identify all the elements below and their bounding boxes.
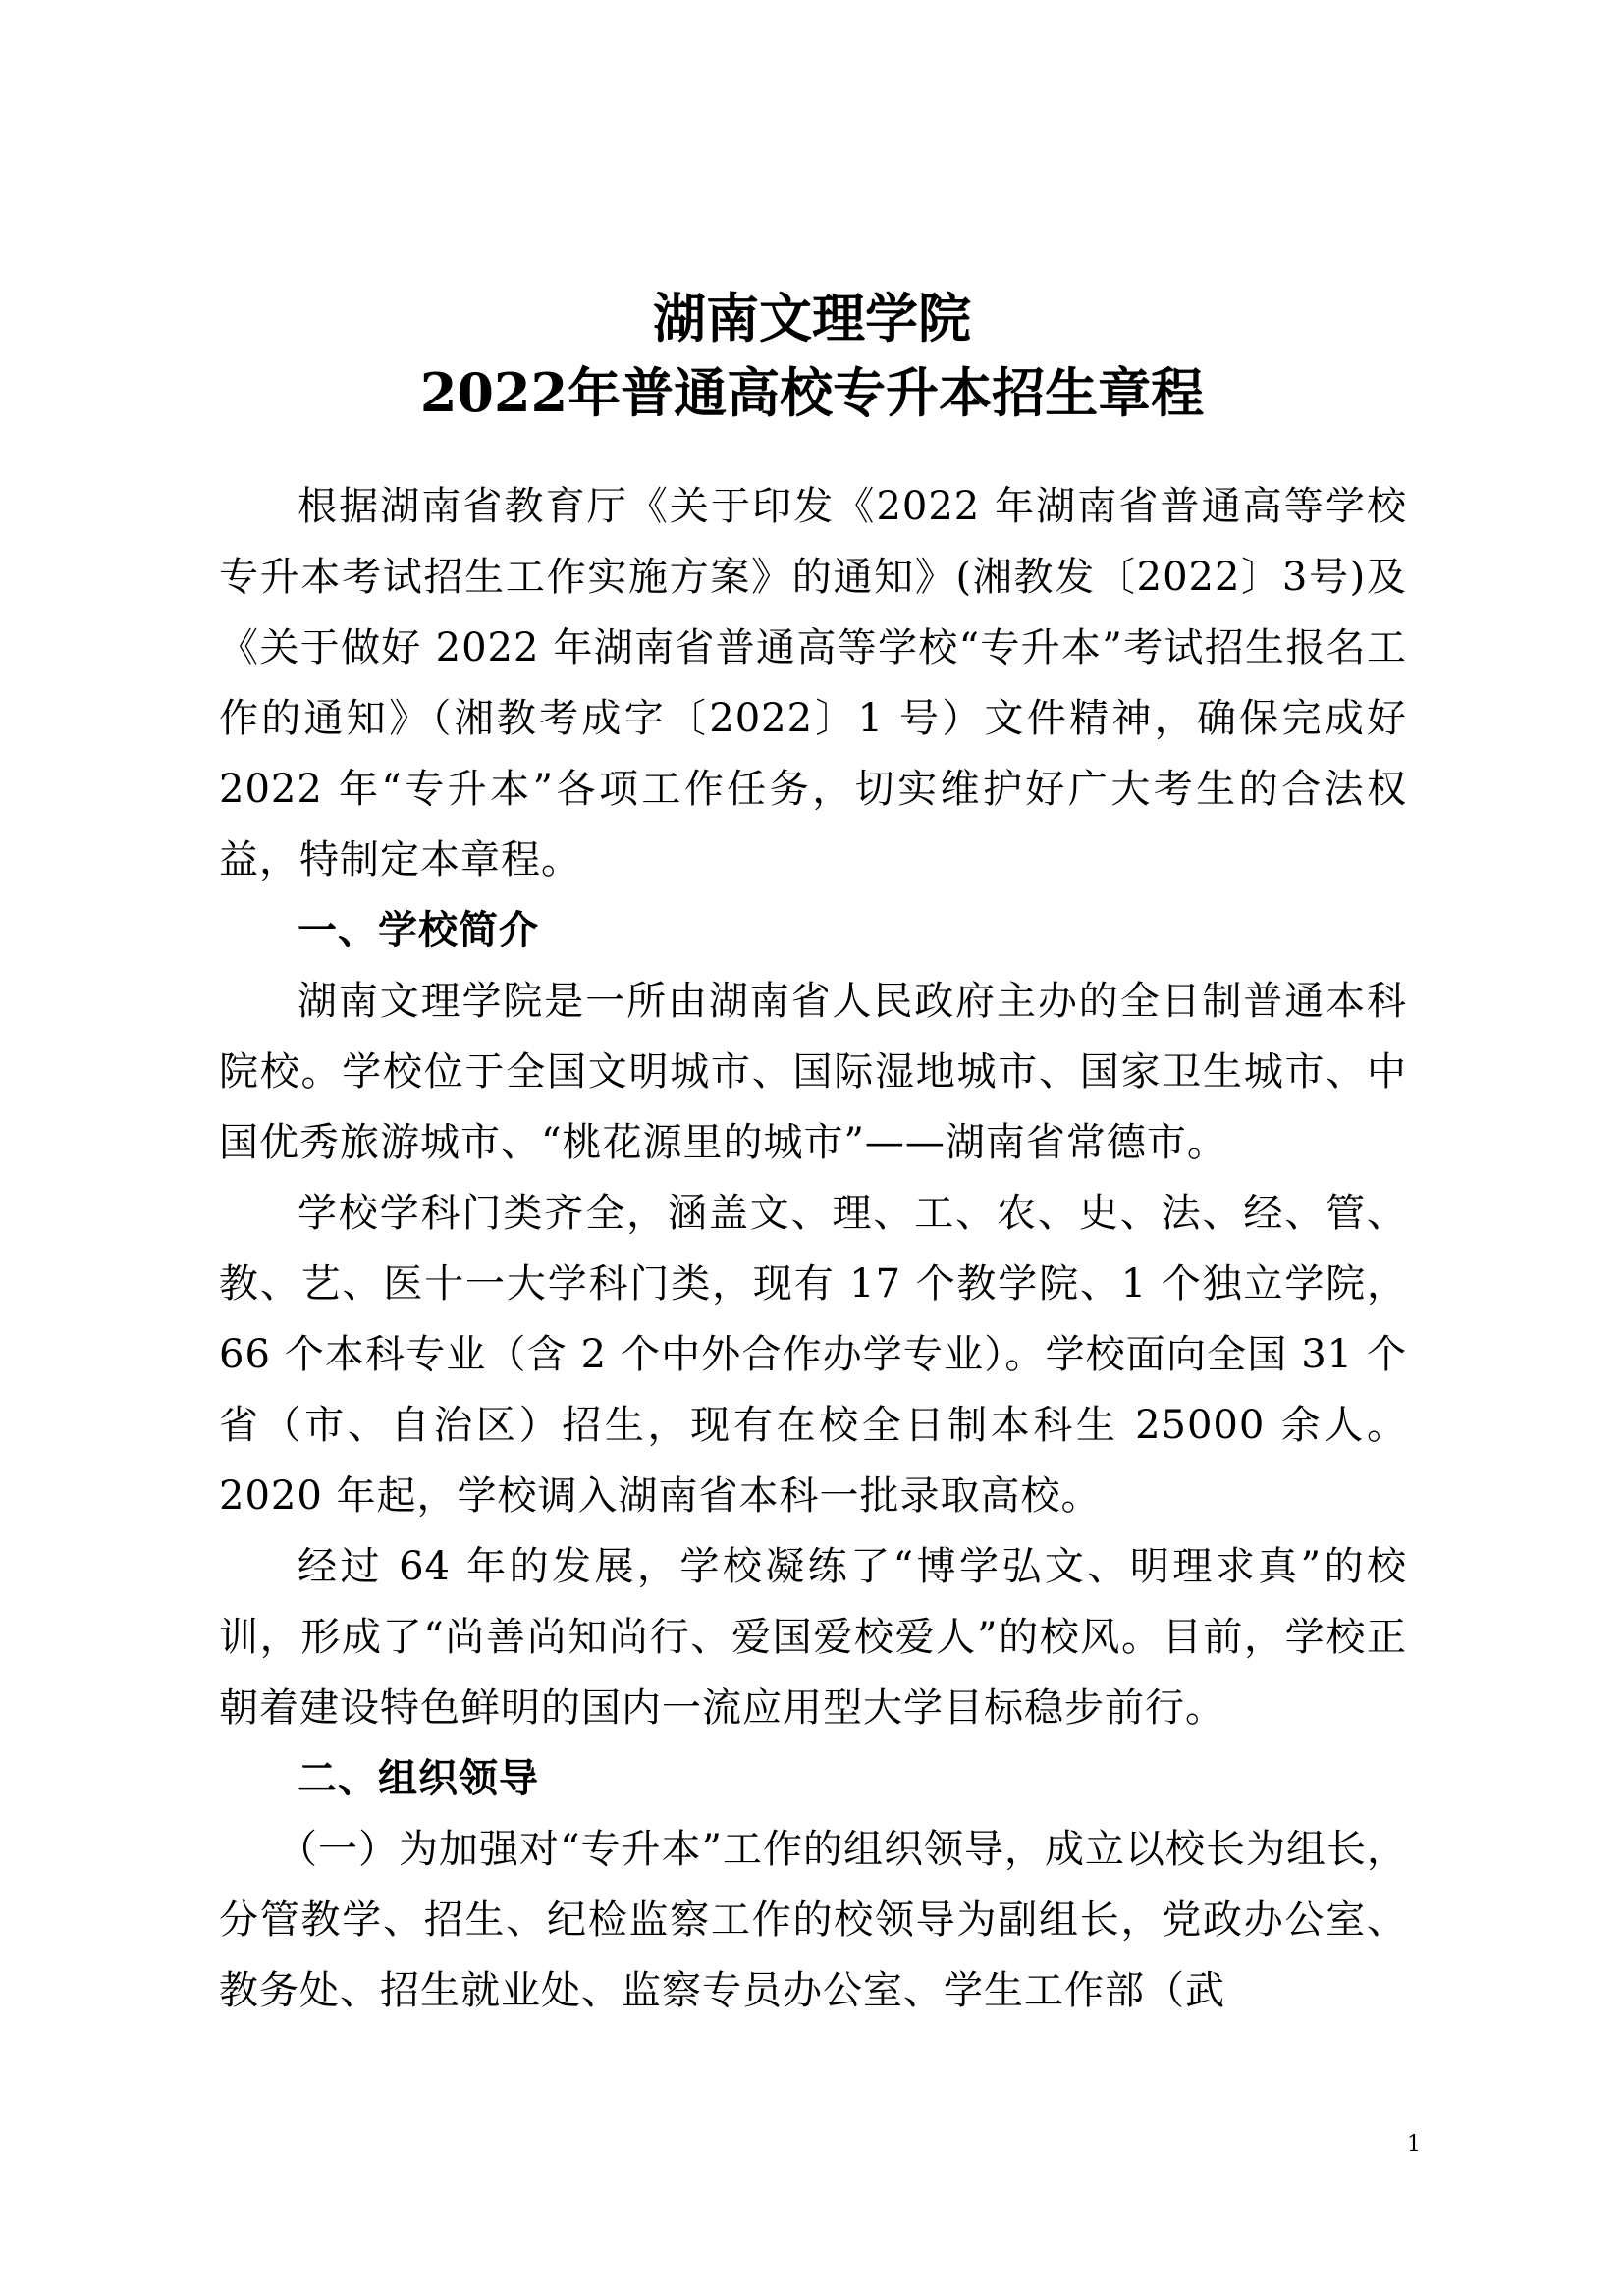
document-body (219, 471, 1407, 2026)
intro-paragraph: 根据湖南省教育厅《关于印发《2022 年湖南省普通高等学校专升本考试招生工作实施方案》的通知》(湘教发〔2022〕3号)及《关于做好 2022 年湖南省普通高等学校“专升本”考试招生报名工作的通知》（湘教考成字〔2022〕1 号）文件精神，确保完成好 2022 年“专升本”各项工作任务，切实维护好广大考生的合法权益，特制定本章程。 (219, 484, 1407, 882)
section-heading-school-intro: 一、学校简介 (298, 908, 539, 953)
page-number: 1 (1407, 2132, 1421, 2157)
section-heading-organization: 二、组织领导 (298, 1756, 539, 1801)
school-intro-paragraph-3: 经过 64 年的发展，学校凝练了“博学弘文、明理求真”的校训，形成了“尚善尚知尚行、爱国爱校爱人”的校风。目前，学校正朝着建设特色鲜明的国内一流应用型大学目标稳步前行。 (219, 1544, 1407, 1731)
document-title-charter: 2022年普通高校专升本招生章程 (419, 361, 1205, 424)
school-intro-paragraph-1: 湖南文理学院是一所由湖南省人民政府主办的全日制普通本科院校。学校位于全国文明城市、国际湿地城市、国家卫生城市、中国优秀旅游城市、“桃花源里的城市”——湖南省常德市。 (219, 979, 1407, 1165)
organization-paragraph-1: （一）为加强对“专升本”工作的组织领导，成立以校长为组长，分管教学、招生、纪检监察工作的校领导为副组长，党政办公室、教务处、招生就业处、监察专员办公室、学生工作部（武 (219, 1827, 1407, 2013)
school-intro-paragraph-2: 学校学科门类齐全，涵盖文、理、工、农、史、法、经、管、教、艺、医十一大学科门类，现有 17 个教学院、1 个独立学院，66 个本科专业（含 2 个中外合作办学专业）。学校面向全国 31 个省（市、自治区）招生，现有在校全日制本科生 25000 余人。2020 年起，学校调入湖南省本科一批录取高校。 (219, 1191, 1407, 1519)
document-title-school: 湖南文理学院 (653, 287, 971, 349)
